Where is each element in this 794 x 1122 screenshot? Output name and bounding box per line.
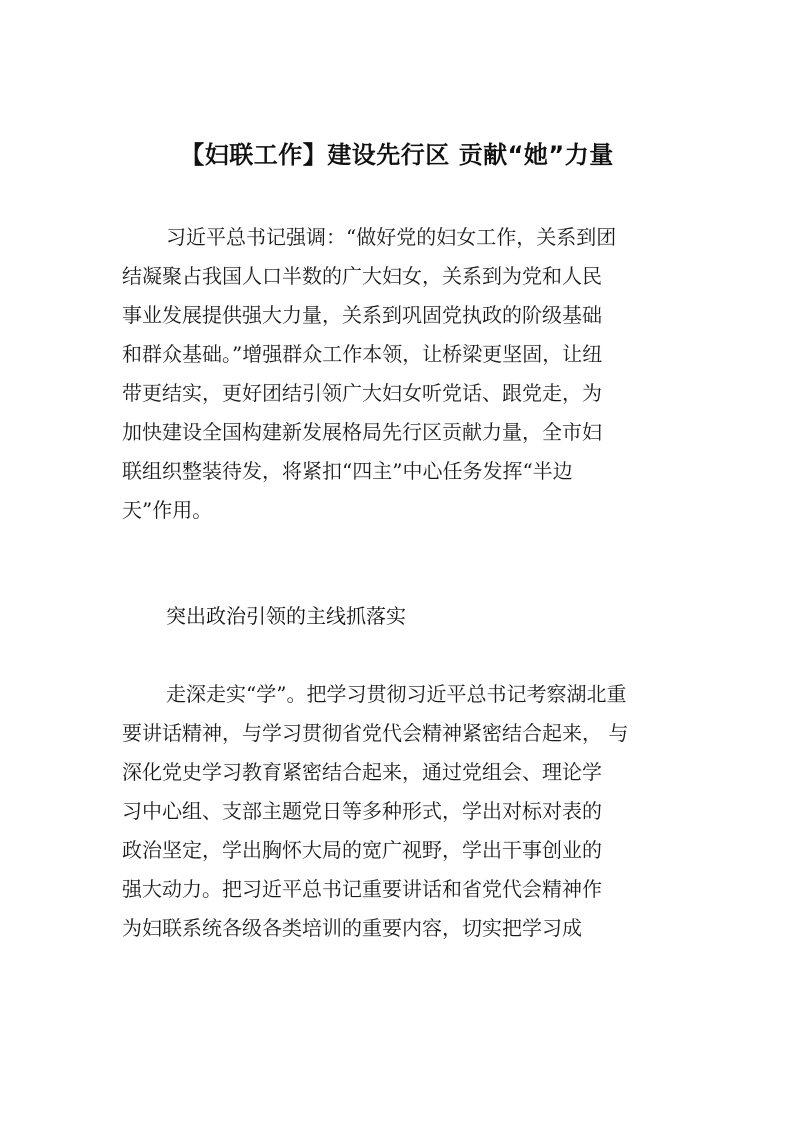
paragraph-line: 结凝聚占我国人口半数的广大妇女，关系到为党和人民 — [122, 264, 602, 288]
paragraph-line: 走深走实“学”。把学习贯彻习近平总书记考察湖北重 — [166, 682, 627, 706]
section-heading: 突出政治引领的主线抓落实 — [166, 604, 406, 628]
paragraph-line: 政治坚定，学出胸怀大局的宽广视野，学出干事创业的 — [122, 838, 602, 862]
paragraph-line: 加快建设全国构建新发展格局先行区贡献力量，全市妇 — [122, 420, 602, 444]
document-title: 【妇联工作】建设先行区 贡献“她”力量 — [180, 141, 614, 169]
paragraph-line: 带更结实，更好团结引领广大妇女听党话、跟党走，为 — [122, 381, 602, 405]
paragraph-line: 强大动力。把习近平总书记重要讲话和省党代会精神作 — [122, 877, 602, 901]
intro-paragraph — [122, 218, 692, 530]
paragraph-line: 联组织整装待发，将紧扣“四主”中心任务发挥“半边 — [122, 459, 573, 483]
paragraph-line: 和群众基础。”增强群众工作本领，让桥梁更坚固，让纽 — [122, 342, 603, 366]
paragraph-line: 要讲话精神，与学习贯彻省党代会精神紧密结合起来， 与 — [122, 721, 629, 745]
paragraph-line: 习近平总书记强调：“做好党的妇女工作，关系到团 — [166, 225, 617, 249]
paragraph-line: 天”作用。 — [122, 498, 213, 522]
paragraph-line: 深化党史学习教育紧密结合起来，通过党组会、理论学 — [122, 760, 602, 784]
paragraph-line: 为妇联系统各级各类培训的重要内容，切实把学习成 — [122, 916, 582, 940]
paragraph-line: 事业发展提供强大力量，关系到巩固党执政的阶级基础 — [122, 303, 602, 327]
body-paragraph — [122, 675, 692, 948]
paragraph-line: 习中心组、支部主题党日等多种形式，学出对标对表的 — [122, 799, 602, 823]
